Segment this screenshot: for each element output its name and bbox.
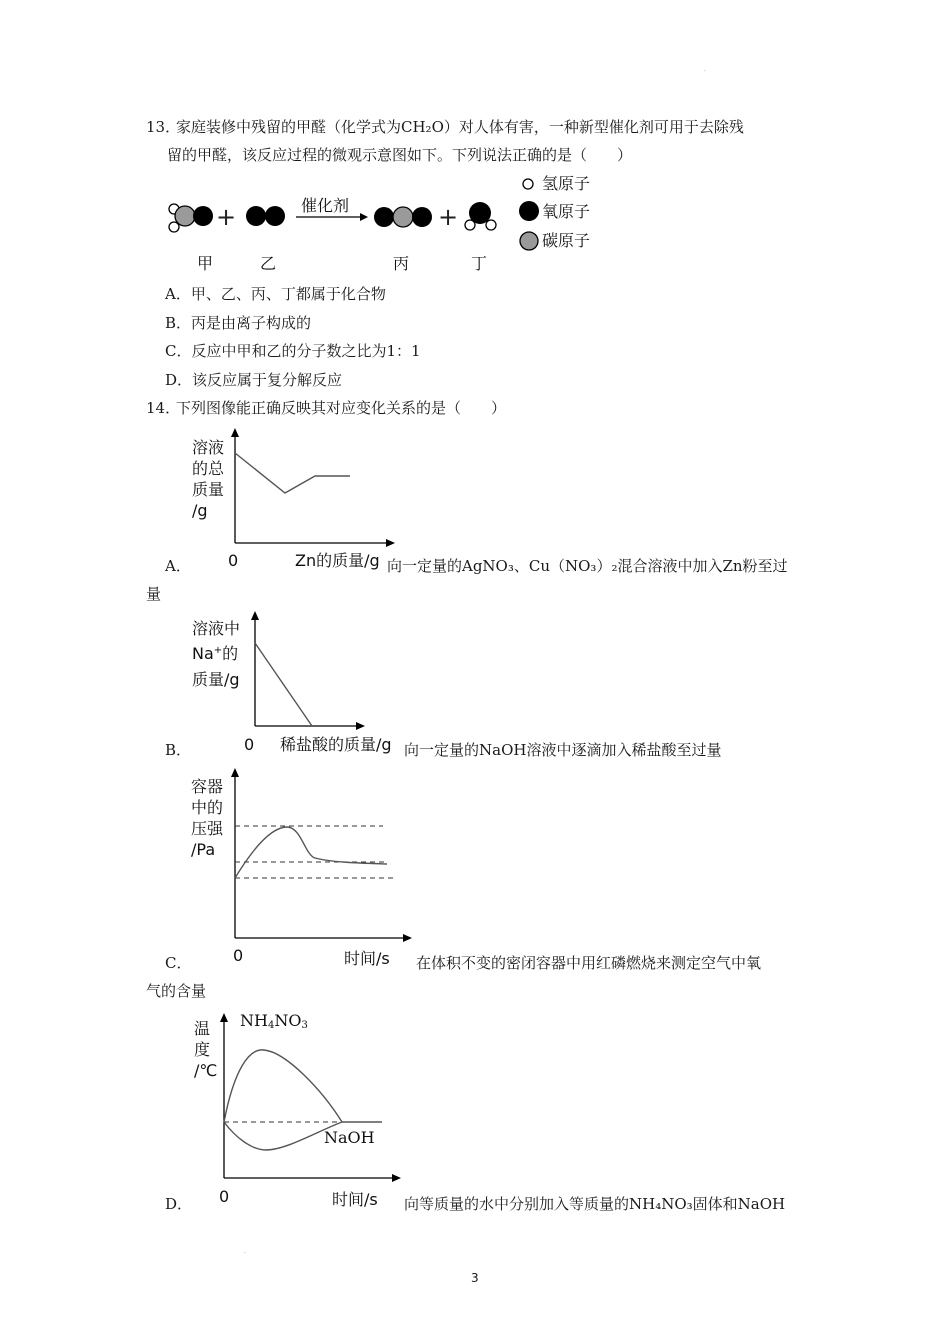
graph-b-curve bbox=[255, 643, 312, 726]
legend-carbon-label: 碳原子 bbox=[542, 231, 591, 250]
q14-option-c-letter: C． bbox=[165, 954, 192, 972]
yi-oxygen-1 bbox=[246, 206, 266, 226]
ding-hydrogen-left bbox=[465, 220, 475, 230]
graph-b-ylabel-line1: 溶液中 bbox=[192, 619, 241, 638]
graph-d-curve-label-nh4no3 bbox=[240, 1011, 308, 1036]
graph-a-x-arrow bbox=[386, 539, 395, 547]
plus-sign: + bbox=[215, 203, 237, 231]
legend-carbon-icon bbox=[520, 232, 538, 250]
q14-option-c-desc-cont: 气的含量 bbox=[146, 982, 207, 1000]
molecule-label-yi: 乙 bbox=[260, 254, 277, 273]
graph-b-ylabel-de: 的 bbox=[222, 644, 239, 663]
q14-option-a-letter: A． bbox=[165, 557, 191, 575]
q14-option-c-desc: 在体积不变的密闭容器中用红磷燃烧来测定空气中氧 bbox=[416, 954, 762, 972]
q13-option-a: A．甲、乙、丙、丁都属于化合物 bbox=[165, 285, 386, 303]
q14-option-d-letter: D． bbox=[165, 1195, 193, 1213]
q13-stem-line2: 留的甲醛，该反应过程的微观示意图如下。下列说法正确的是（ ） bbox=[167, 146, 633, 164]
q14-option-a-desc: 向一定量的AgNO₃、Cu（NO₃）₂混合溶液中加入Zn粉至过 bbox=[387, 557, 788, 575]
q13-option-c: C．反应中甲和乙的分子数之比为1：1 bbox=[165, 342, 421, 360]
q13-option-d: D．该反应属于复分解反应 bbox=[165, 371, 343, 389]
q13-option-b: B．丙是由离子构成的 bbox=[165, 314, 312, 332]
ding-hydrogen-right bbox=[486, 220, 496, 230]
jia-carbon bbox=[175, 206, 195, 226]
graph-c-x-arrow bbox=[403, 934, 412, 942]
graph-d-origin: 0 bbox=[219, 1187, 230, 1206]
legend-oxygen-label: 氧原子 bbox=[542, 202, 591, 221]
q14-stem: 下列图像能正确反映其对应变化关系的是（ ） bbox=[176, 399, 507, 417]
graph-d-ylabel: 温 度 /℃ bbox=[194, 1019, 218, 1080]
graph-d-y-arrow bbox=[220, 1013, 228, 1022]
bing-oxygen-right bbox=[412, 207, 432, 227]
legend-oxygen-icon bbox=[519, 201, 539, 221]
q13-stem-line1: 家庭装修中残留的甲醛（化学式为CH₂O）对人体有害，一种新型催化剂可用于去除残 bbox=[176, 118, 744, 136]
bing-oxygen-left bbox=[374, 207, 394, 227]
graph-b-xlabel: 稀盐酸的质量/g bbox=[280, 735, 392, 754]
graph-b-ylabel-line3: 质量/g bbox=[192, 670, 240, 689]
yi-oxygen-2 bbox=[265, 206, 285, 226]
graph-a bbox=[225, 425, 405, 555]
graph-d bbox=[214, 1010, 414, 1190]
graph-b-ylabel-line2 bbox=[192, 641, 238, 664]
arrow-head bbox=[360, 213, 368, 221]
graph-d-curve-label-naoh: NaOH bbox=[324, 1128, 375, 1147]
graph-c-y-arrow bbox=[231, 768, 239, 777]
graph-b bbox=[245, 610, 375, 730]
q14-option-b-desc: 向一定量的NaOH溶液中逐滴加入稀盐酸至过量 bbox=[404, 741, 722, 759]
jia-oxygen bbox=[193, 206, 213, 226]
sub-4: 4 bbox=[267, 1020, 275, 1031]
graph-a-xlabel: Zn的质量/g bbox=[295, 551, 380, 570]
graph-c-curve bbox=[235, 827, 387, 878]
graph-b-ylabel-plus: + bbox=[213, 645, 223, 656]
graph-d-xlabel: 时间/s bbox=[332, 1190, 378, 1209]
q14-option-b-letter: B． bbox=[165, 741, 192, 759]
speck: . bbox=[244, 1248, 246, 1255]
q14-option-a-desc-cont: 量 bbox=[146, 585, 162, 603]
graph-a-origin: 0 bbox=[228, 551, 239, 570]
graph-b-origin: 0 bbox=[244, 735, 255, 754]
sub-3: 3 bbox=[301, 1020, 308, 1031]
q14-number: 14． bbox=[146, 399, 181, 417]
speck: . bbox=[704, 66, 706, 73]
legend-hydrogen-label: 氢原子 bbox=[542, 174, 591, 193]
plus-sign: + bbox=[437, 203, 459, 231]
q14-option-d-desc: 向等质量的水中分别加入等质量的NH₄NO₃固体和NaOH bbox=[404, 1195, 786, 1213]
graph-a-y-arrow bbox=[231, 428, 239, 437]
graph-c-origin: 0 bbox=[233, 946, 244, 965]
graph-c bbox=[225, 765, 425, 950]
no-text: NO bbox=[274, 1011, 302, 1030]
graph-b-y-arrow bbox=[251, 611, 259, 620]
graph-c-ylabel: 容器 中的 压强 /Pa bbox=[191, 777, 224, 859]
page-number: 3 bbox=[471, 1271, 479, 1285]
molecule-label-bing: 丙 bbox=[393, 254, 410, 273]
graph-b-ylabel-na: Na bbox=[192, 644, 214, 663]
bing-carbon bbox=[393, 207, 413, 227]
legend-hydrogen-icon bbox=[523, 179, 533, 189]
graph-d-curve-nh4no3 bbox=[224, 1050, 342, 1122]
molecule-label-jia: 甲 bbox=[197, 254, 214, 273]
nh-text: NH bbox=[240, 1011, 268, 1030]
catalyst-label: 催化剂 bbox=[301, 196, 350, 215]
molecule-label-ding: 丁 bbox=[471, 254, 488, 273]
q13-number: 13． bbox=[146, 118, 181, 136]
graph-a-ylabel: 溶液 的总 质量 /g bbox=[192, 438, 225, 520]
graph-d-x-arrow bbox=[392, 1174, 401, 1182]
graph-a-curve bbox=[235, 453, 350, 493]
graph-b-x-arrow bbox=[356, 722, 365, 730]
graph-c-xlabel: 时间/s bbox=[344, 949, 390, 968]
